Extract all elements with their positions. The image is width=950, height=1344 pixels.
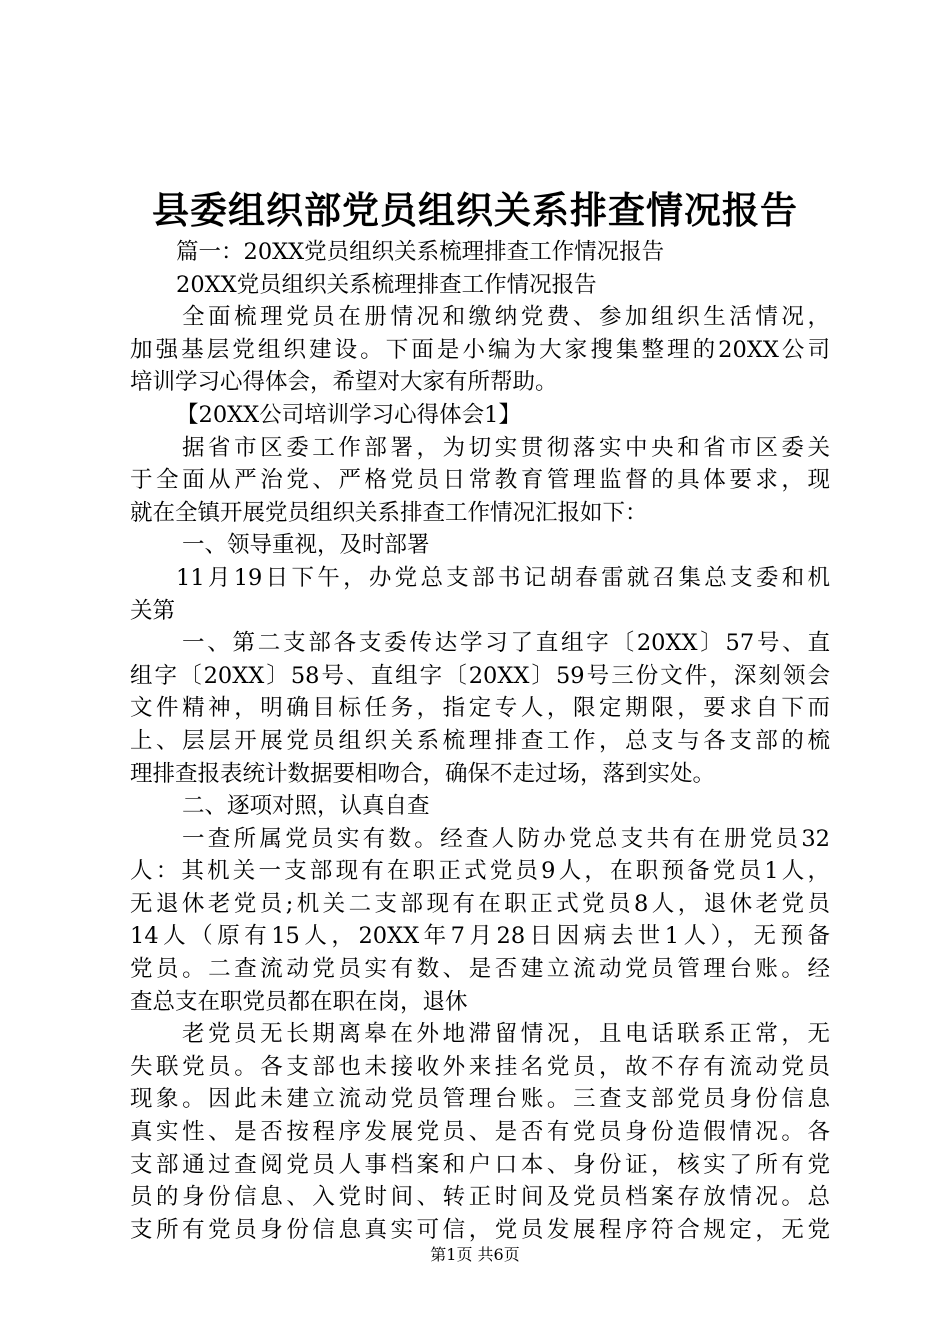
text-line: 一、第二支部各支委传达学习了直组字〔20XX〕57号、直: [182, 630, 830, 657]
text-line: 于全面从严治党、严格党员日常教育管理监督的具体要求，现: [130, 467, 830, 494]
text-line: 加强基层党组织建设。下面是小编为大家搜集整理的20XX公司: [130, 336, 830, 363]
text-line: 查总支在职党员都在职在岗，退休: [130, 988, 468, 1015]
text-line: 支所有党员身份信息真实可信，党员发展程序符合规定，无党: [130, 1216, 830, 1243]
text-line: 就在全镇开展党员组织关系排查工作情况汇报如下：: [130, 499, 648, 526]
text-line: 失联党员。各支部也未接收外来挂名党员，故不存有流动党员: [130, 1053, 830, 1080]
text-line: 【20XX公司培训学习心得体会1】: [176, 401, 521, 428]
text-line: 支部通过查阅党员人事档案和户口本、身份证，核实了所有党: [130, 1151, 830, 1178]
text-line: 员的身份信息、入党时间、转正时间及党员档案存放情况。总: [130, 1184, 830, 1211]
document-body: [130, 236, 830, 1246]
page-number: 第1页 共6页: [430, 1245, 520, 1264]
text-line: 二、逐项对照，认真自查: [182, 793, 430, 820]
text-line: 组字〔20XX〕58号、直组字〔20XX〕59号三份文件，深刻领会: [130, 662, 830, 689]
text-line: 理排查报表统计数据要相吻合，确保不走过场，落到实处。: [130, 760, 716, 787]
text-line: 20XX党员组织关系梳理排查工作情况报告: [176, 271, 597, 298]
text-line: 关第: [130, 597, 176, 624]
text-line: 14人（原有15人，20XX年7月28日因病去世1人），无预备: [130, 923, 830, 950]
text-line: 11月19日下午，办党总支部书记胡春雷就召集总支委和机: [176, 564, 830, 591]
text-line: 无退休老党员;机关二支部现有在职正式党员8人，退休老党员: [130, 890, 830, 917]
text-line: 人：其机关一支部现有在职正式党员9人，在职预备党员1人，: [130, 858, 830, 885]
text-line: 现象。因此未建立流动党员管理台账。三查支部党员身份信息: [130, 1086, 830, 1113]
text-line: 党员。二查流动党员实有数、是否建立流动党员管理台账。经: [130, 956, 830, 983]
text-line: 上、层层开展党员组织关系梳理排查工作，总支与各支部的梳: [130, 727, 830, 754]
text-line: 全面梳理党员在册情况和缴纳党费、参加组织生活情况，: [182, 304, 830, 331]
document-title: 县委组织部党员组织关系排查情况报告: [152, 188, 798, 232]
text-line: 真实性、是否按程序发展党员、是否有党员身份造假情况。各: [130, 1119, 830, 1146]
text-line: 一查所属党员实有数。经查人防办党总支共有在册党员32: [182, 825, 830, 852]
text-line: 一、领导重视，及时部署: [182, 532, 430, 559]
text-line: 文件精神，明确目标任务，指定专人，限定期限，要求自下而: [130, 695, 830, 722]
text-line: 据省市区委工作部署，为切实贯彻落实中央和省市区委关: [182, 434, 830, 461]
text-line: 篇一：20XX党员组织关系梳理排查工作情况报告: [176, 239, 665, 265]
text-line: 老党员无长期离皋在外地滞留情况，且电话联系正常，无: [182, 1021, 830, 1048]
text-line: 培训学习心得体会，希望对大家有所帮助。: [130, 369, 558, 396]
